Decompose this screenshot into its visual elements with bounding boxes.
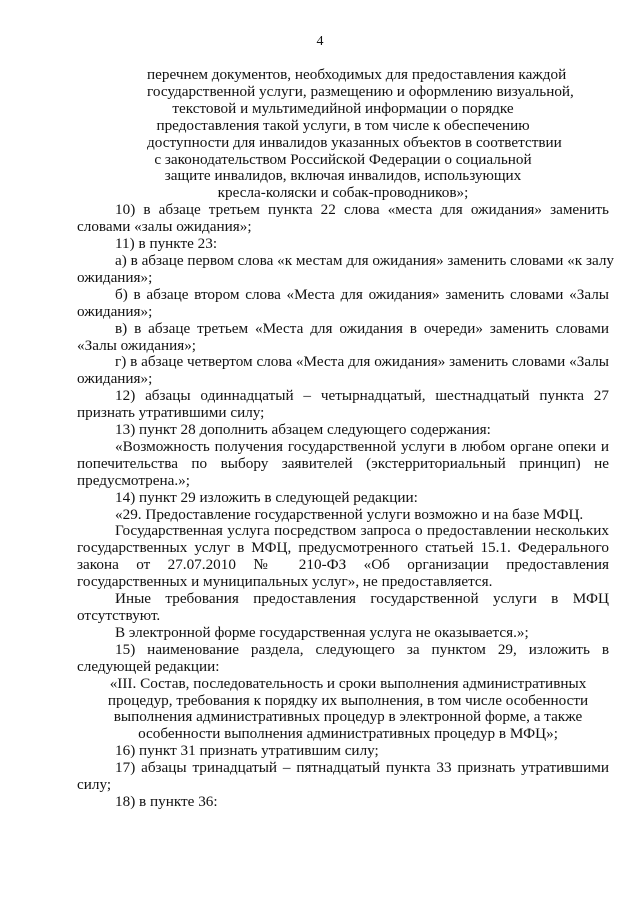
paragraph-line: б) в абзаце втором слова «Места для ожидания» заменить словами «Залы — [115, 285, 609, 303]
centered-line: выполнения административных процедур в электронной форме, а также — [113, 708, 583, 726]
paragraph-line: Государственная услуга посредством запроса о предоставлении нескольких — [115, 522, 609, 540]
paragraph-line: 18) в пункте 36: — [115, 792, 218, 810]
paragraph — [77, 760, 609, 794]
paragraph-line: 12) абзацы одиннадцатый – четырнадцатый, шестнадцатый пункта 27 — [115, 387, 609, 405]
paragraph — [77, 642, 609, 676]
centered-line: предоставления такой услуги, в том числе к обеспечению — [156, 116, 530, 134]
paragraph-line: 13) пункт 28 дополнить абзацем следующего содержания: — [115, 421, 491, 439]
paragraph-line: г) в абзаце четвертом слова «Места для ожидания» заменить словами «Залы — [115, 353, 609, 371]
paragraph — [77, 202, 609, 236]
paragraph — [77, 321, 609, 355]
paragraph-line: 11) в пункте 23: — [115, 235, 218, 253]
paragraph — [77, 422, 609, 439]
centered-line: процедур, требования к порядку их выполнения, в том числе особенности — [107, 691, 589, 709]
paragraph — [77, 591, 609, 625]
centered-line: доступности для инвалидов указанных объектов в соответствии — [147, 133, 562, 151]
centered-line: текстовой и мультимедийной информации о порядке — [172, 99, 514, 117]
paragraph-line: «Залы ожидания»; — [77, 336, 197, 354]
paragraph-line: 14) пункт 29 изложить в следующей редакции: — [115, 488, 418, 506]
paragraph-line: государственных и муниципальных услуг», не предоставляется. — [77, 573, 493, 591]
centered-line: «III. Состав, последовательность и сроки выполнения административных — [109, 674, 587, 692]
paragraph — [77, 507, 609, 524]
paragraph — [77, 523, 609, 591]
paragraph-line: ожидания»; — [77, 370, 153, 388]
paragraph-line: 15) наименование раздела, следующего за пунктом 29, изложить в — [115, 640, 609, 658]
paragraph-line: отсутствуют. — [77, 607, 161, 624]
paragraph-line: закона от 27.07.2010 № 210-ФЗ «Об организации предоставления — [77, 556, 609, 574]
centered-line: с законодательством Российской Федерации о социальной — [154, 150, 532, 168]
paragraph — [77, 354, 609, 388]
paragraph-line: попечительства по выбору заявителей (экстерриториальный принцип) не — [77, 454, 609, 472]
page-number: 4 — [316, 34, 324, 49]
section-heading-block — [101, 676, 595, 744]
paragraph-line: 17) абзацы тринадцатый – пятнадцатый пункта 33 признать утратившими — [115, 759, 609, 777]
paragraph — [77, 490, 609, 507]
paragraph — [77, 743, 609, 760]
paragraph-line: признать утратившими силу; — [77, 404, 265, 422]
centered-line: защите инвалидов, включая инвалидов, использующих — [164, 167, 522, 185]
paragraph-line: силу; — [77, 776, 112, 794]
centered-line: особенности выполнения административных процедур в МФЦ»; — [138, 725, 558, 743]
paragraph — [77, 625, 609, 642]
paragraph — [77, 251, 615, 287]
centered-line: государственной услуги, размещению и оформлению визуальной, — [147, 82, 574, 100]
paragraph-line: Иные требования предоставления государственной услуги в МФЦ — [115, 590, 609, 608]
paragraph — [77, 388, 609, 422]
paragraph-line: а) в абзаце первом слова «к местам для ожидания» заменить словами «к залу — [115, 251, 615, 269]
paragraph-line: следующей редакции: — [77, 657, 220, 675]
paragraph — [77, 439, 609, 490]
paragraph-line: 16) пункт 31 признать утратившим силу; — [115, 742, 379, 760]
paragraph-line: ожидания»; — [77, 302, 153, 320]
centered-text-block-1 — [147, 66, 574, 202]
paragraph-line: ожидания»; — [77, 268, 153, 286]
paragraphs-section-2 — [77, 743, 609, 811]
paragraphs-section-1 — [77, 201, 615, 675]
paragraph-line: 10) в абзаце третьем пункта 22 слова «места для ожидания» заменить — [115, 201, 609, 219]
document-body — [77, 66, 615, 811]
paragraph-line: «Возможность получения государственной услуги в любом органе опеки и — [115, 437, 609, 455]
paragraph-line: предусмотрена.»; — [77, 471, 190, 489]
paragraph-line: В электронной форме государственная услуга не оказывается.»; — [115, 623, 529, 641]
paragraph-line: «29. Предоставление государственной услуги возможно и на базе МФЦ. — [115, 505, 584, 523]
centered-line: кресла-коляски и собак-проводников»; — [217, 184, 469, 202]
paragraph-line: словами «залы ожидания»; — [77, 218, 252, 236]
paragraph-line: в) в абзаце третьем «Места для ожидания в очереди» заменить словами — [115, 319, 609, 337]
paragraph — [77, 287, 609, 321]
paragraph — [77, 794, 609, 811]
paragraph — [77, 236, 609, 253]
paragraph-line: государственных услуг в МФЦ, предусмотренного статьей 15.1. Федерального — [77, 539, 609, 557]
centered-line: перечнем документов, необходимых для предоставления каждой — [147, 66, 567, 83]
